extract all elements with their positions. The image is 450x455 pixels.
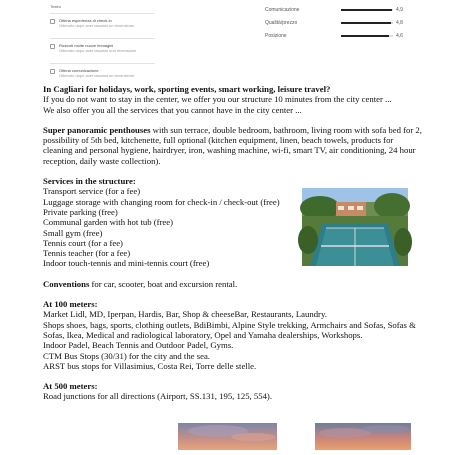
rating-value: 4,8 <box>396 20 403 26</box>
divider <box>50 63 155 64</box>
rating-row-communication <box>265 5 405 15</box>
option-title: Ricevuti molte nuove immagini <box>59 43 114 48</box>
sunset-photo <box>315 423 411 450</box>
at500-line: Road junctions for all directions (Airport, SS.131, 195, 125, 554). <box>43 391 272 402</box>
rating-value: 4,9 <box>396 7 403 13</box>
services-section <box>43 176 423 269</box>
widget-fragment: Teatro <box>50 4 62 9</box>
service-item: Small gym (free) <box>43 227 103 238</box>
option-title: Ottima esperienza di check-in <box>59 18 112 23</box>
intro-line: If you do not want to stay in the center, we offer you our structure 10 minutes from the city center ... <box>43 94 392 105</box>
service-item: Transport service (for a fee) <box>43 186 141 197</box>
option-subtitle: Ottenuto dopo aver lasciato un recensione <box>59 73 135 78</box>
at100-line: CTM Bus Stops (30/31) for the city and the sea. <box>43 350 210 361</box>
intro-line: We also offer you all the services that you cannot have in the city center ... <box>43 104 302 115</box>
review-option-communication[interactable] <box>50 68 155 85</box>
rating-label: Posizione <box>265 33 287 39</box>
penthouses-paragraph <box>43 125 423 166</box>
rating-label: Qualità/prezzo <box>265 20 298 26</box>
service-item: Indoor touch-tennis and mini-tennis court (free) <box>43 258 210 269</box>
review-widget <box>0 0 450 78</box>
conventions-text: for car, scooter, boat and excursion rental. <box>89 278 238 289</box>
checkbox-icon[interactable] <box>50 44 55 49</box>
services-heading: Services in the structure: <box>43 176 136 187</box>
rating-bar-fill <box>341 9 392 11</box>
tennis-court-photo <box>302 188 408 266</box>
rating-row-location <box>265 31 405 41</box>
penthouses-text: with sun terrace, double bedroom, bathroom, living room with sofa bed for 2, possibility of 5th bed, kitchenette, full optional (kitchen equipment, linen, beach towels, products for cleaning and personal hygiene, hairdryer, iron, washing machine, wi-fi, smart TV, air conditioning, 24 hour reception, daily waste collection). <box>43 124 422 166</box>
rating-bar <box>341 9 393 11</box>
at500-heading: At 500 meters: <box>43 381 98 392</box>
service-item: Private parking (free) <box>43 206 118 217</box>
conventions-paragraph <box>43 279 423 289</box>
intro-heading: In Cagliari for holidays, work, sporting events, smart working, leisure travel? <box>43 84 331 94</box>
checkbox-icon[interactable] <box>50 69 55 74</box>
service-item: Luggage storage with changing room for check-in / check-out (free) <box>43 196 280 207</box>
service-item: Tennis teacher (for a fee) <box>43 248 131 259</box>
rating-label: Comunicazione <box>265 7 300 13</box>
listing-description <box>43 84 423 402</box>
at100-line: ARST bus stops for Villasimius, Costa Rei, Torre delle stelle. <box>43 360 257 371</box>
sunset-photo <box>178 423 277 450</box>
review-options <box>50 0 155 85</box>
rating-bar-fill <box>341 35 389 37</box>
rating-row-value <box>265 18 405 28</box>
at100-heading: At 100 meters: <box>43 299 98 310</box>
service-item: Communal garden with hot tub (free) <box>43 217 174 228</box>
penthouses-bold: Super panoramic penthouses <box>43 124 151 135</box>
at100-line: Indoor Padel, Beach Tennis and Outdoor Padel, Gyms. <box>43 340 234 351</box>
checkbox-icon[interactable] <box>50 19 55 24</box>
rating-bar <box>341 22 393 24</box>
conventions-bold: Conventions <box>43 278 90 289</box>
option-subtitle: Ottenuto dopo aver lasciato una recensione <box>59 48 137 53</box>
review-option-checkin[interactable] <box>50 18 155 35</box>
rating-bar <box>341 35 393 37</box>
at100-line: Shops shoes, bags, sports, clothing outlets, BdiBimbi, Alpine Style trekking, Armchairs and Sofas, Sofas & Sofas, Ikea, Medical and radiological laboratory, Opel and Yamaha dealerships, Workshops. <box>43 319 416 340</box>
divider <box>50 38 155 39</box>
rating-value: 4,6 <box>396 33 403 39</box>
service-item: Tennis court (for a fee) <box>43 237 123 248</box>
option-subtitle: Ottenuto dopo aver lasciato un recensione <box>59 23 135 28</box>
option-title: Ottima comunicazione <box>59 68 99 73</box>
divider <box>50 13 155 14</box>
rating-bar-fill <box>341 22 391 24</box>
review-option-images[interactable] <box>50 43 155 60</box>
at100-line: Market Lidl, MD, Iperpan, Hardis, Bar, Shop & cheeseBar, Restaurants, Laundry. <box>43 309 327 320</box>
